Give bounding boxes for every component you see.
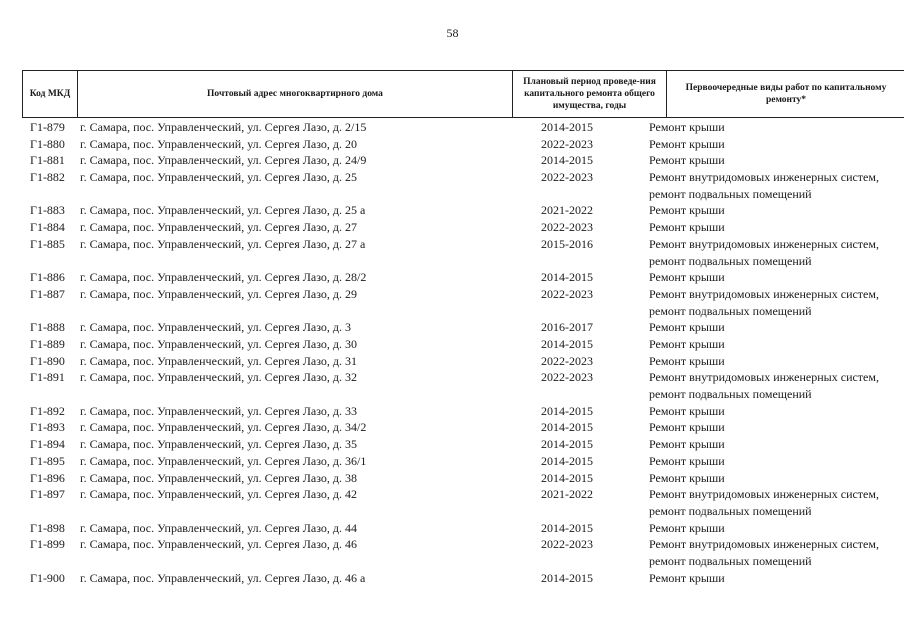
table-row [0,536,905,569]
cell-code: Г1-891 [30,370,65,385]
cell-code: Г1-886 [30,270,65,285]
table-row [0,236,905,269]
cell-works: Ремонт крыши [649,270,725,285]
cell-address: г. Самара, пос. Управленческий, ул. Сергея Лазо, д. 29 [80,286,357,301]
cell-period: 2014-2015 [541,270,593,285]
cell-works: Ремонт внутридомовых инженерных систем, ремонт подвальных помещений [649,370,879,402]
cell-period: 2014-2015 [541,570,593,585]
cell-address: г. Самара, пос. Управленческий, ул. Сергея Лазо, д. 27 [80,220,357,235]
cell-code: Г1-881 [30,153,65,168]
cell-period: 2022-2023 [541,286,593,301]
cell-works: Ремонт крыши [649,570,725,585]
cell-code: Г1-892 [30,403,65,418]
cell-period: 2014-2015 [541,437,593,452]
cell-code: Г1-893 [30,420,65,435]
cell-works: Ремонт крыши [649,437,725,452]
cell-address: г. Самара, пос. Управленческий, ул. Сергея Лазо, д. 35 [80,437,357,452]
cell-works: Ремонт крыши [649,153,725,168]
cell-address: г. Самара, пос. Управленческий, ул. Сергея Лазо, д. 25 [80,170,357,185]
cell-works: Ремонт крыши [649,136,725,151]
cell-period: 2014-2015 [541,470,593,485]
cell-works: Ремонт крыши [649,453,725,468]
cell-works: Ремонт внутридомовых инженерных систем, ремонт подвальных помещений [649,170,879,201]
table-row [0,119,905,136]
table-row [0,369,905,402]
cell-works: Ремонт крыши [649,203,725,218]
table-row [0,286,905,319]
cell-code: Г1-890 [30,353,65,368]
cell-code: Г1-898 [30,520,65,535]
cell-code: Г1-896 [30,470,65,485]
cell-period: 2014-2015 [541,120,593,134]
table-row [0,269,905,286]
cell-works: Ремонт крыши [649,336,725,351]
cell-works: Ремонт крыши [649,470,725,485]
page-number: 58 [446,26,459,40]
cell-address: г. Самара, пос. Управленческий, ул. Сергея Лазо, д. 20 [80,136,357,151]
cell-works: Ремонт крыши [649,220,725,235]
table-row [0,353,905,370]
table-row [0,202,905,219]
cell-period: 2015-2016 [541,236,593,251]
cell-code: Г1-882 [30,170,65,185]
cell-address: г. Самара, пос. Управленческий, ул. Сергея Лазо, д. 36/1 [80,453,367,468]
cell-address: г. Самара, пос. Управленческий, ул. Сергея Лазо, д. 30 [80,336,357,351]
table-row [0,453,905,470]
table-row [0,169,905,202]
header-works: Первоочередные виды работ по капитальному ремонту* [685,83,887,105]
cell-address: г. Самара, пос. Управленческий, ул. Сергея Лазо, д. 2/15 [80,120,367,134]
cell-period: 2014-2015 [541,336,593,351]
table-row [0,219,905,236]
cell-code: Г1-887 [30,286,65,301]
cell-period: 2014-2015 [541,403,593,418]
table-row [0,520,905,537]
header-address: Почтовый адрес многоквартирного дома [78,71,513,117]
table-row [0,336,905,353]
header-code: Код МКД [23,71,78,117]
cell-code: Г1-897 [30,487,65,502]
cell-code: Г1-900 [30,570,65,585]
cell-address: г. Самара, пос. Управленческий, ул. Сергея Лазо, д. 3 [80,320,351,335]
table-row [0,486,905,519]
table-body [0,119,905,586]
cell-address: г. Самара, пос. Управленческий, ул. Сергея Лазо, д. 42 [80,487,357,502]
cell-works: Ремонт крыши [649,420,725,435]
cell-works: Ремонт крыши [649,320,725,335]
cell-period: 2014-2015 [541,153,593,168]
cell-period: 2021-2022 [541,203,593,218]
cell-works: Ремонт внутридомовых инженерных систем, ремонт подвальных помещений [649,537,879,568]
header-period: Плановый период проведе-ния капитального ремонта общего имущества, годы [513,71,667,117]
cell-works: Ремонт внутридомовых инженерных систем, ремонт подвальных помещений [649,236,879,268]
cell-code: Г1-899 [30,537,65,552]
cell-code: Г1-883 [30,203,65,218]
table-row [0,570,905,587]
cell-code: Г1-888 [30,320,65,335]
cell-code: Г1-895 [30,453,65,468]
cell-period: 2021-2022 [541,487,593,502]
cell-period: 2022-2023 [541,370,593,385]
cell-works: Ремонт крыши [649,403,725,418]
table-row [0,470,905,487]
cell-address: г. Самара, пос. Управленческий, ул. Сергея Лазо, д. 46 [80,537,357,552]
cell-works: Ремонт внутридомовых инженерных систем, ремонт подвальных помещений [649,487,879,518]
cell-period: 2022-2023 [541,170,593,185]
cell-code: Г1-885 [30,236,65,251]
cell-period: 2016-2017 [541,320,593,335]
cell-period: 2022-2023 [541,220,593,235]
cell-period: 2014-2015 [541,520,593,535]
cell-period: 2022-2023 [541,353,593,368]
cell-works: Ремонт крыши [649,520,725,535]
cell-address: г. Самара, пос. Управленческий, ул. Сергея Лазо, д. 38 [80,470,357,485]
cell-period: 2022-2023 [541,136,593,151]
table-row [0,436,905,453]
cell-address: г. Самара, пос. Управленческий, ул. Сергея Лазо, д. 27 а [80,236,366,251]
table-row [0,152,905,169]
cell-code: Г1-879 [30,120,65,134]
cell-address: г. Самара, пос. Управленческий, ул. Сергея Лазо, д. 32 [80,370,357,385]
table-row [0,136,905,153]
cell-works: Ремонт внутридомовых инженерных систем, ремонт подвальных помещений [649,286,879,318]
cell-address: г. Самара, пос. Управленческий, ул. Сергея Лазо, д. 24/9 [80,153,367,168]
cell-code: Г1-894 [30,437,65,452]
cell-period: 2022-2023 [541,537,593,552]
cell-period: 2014-2015 [541,420,593,435]
cell-address: г. Самара, пос. Управленческий, ул. Сергея Лазо, д. 46 а [80,570,366,585]
cell-code: Г1-880 [30,136,65,151]
cell-works: Ремонт крыши [649,120,725,134]
cell-address: г. Самара, пос. Управленческий, ул. Сергея Лазо, д. 44 [80,520,357,535]
cell-code: Г1-889 [30,336,65,351]
cell-address: г. Самара, пос. Управленческий, ул. Сергея Лазо, д. 33 [80,403,357,418]
table-row [0,403,905,420]
cell-address: г. Самара, пос. Управленческий, ул. Сергея Лазо, д. 25 а [80,203,366,218]
table-row [0,319,905,336]
cell-code: Г1-884 [30,220,65,235]
cell-period: 2014-2015 [541,453,593,468]
cell-address: г. Самара, пос. Управленческий, ул. Сергея Лазо, д. 31 [80,353,357,368]
cell-address: г. Самара, пос. Управленческий, ул. Сергея Лазо, д. 28/2 [80,270,367,285]
cell-address: г. Самара, пос. Управленческий, ул. Сергея Лазо, д. 34/2 [80,420,367,435]
table-header [22,70,904,118]
table-row [0,419,905,436]
cell-works: Ремонт крыши [649,353,725,368]
